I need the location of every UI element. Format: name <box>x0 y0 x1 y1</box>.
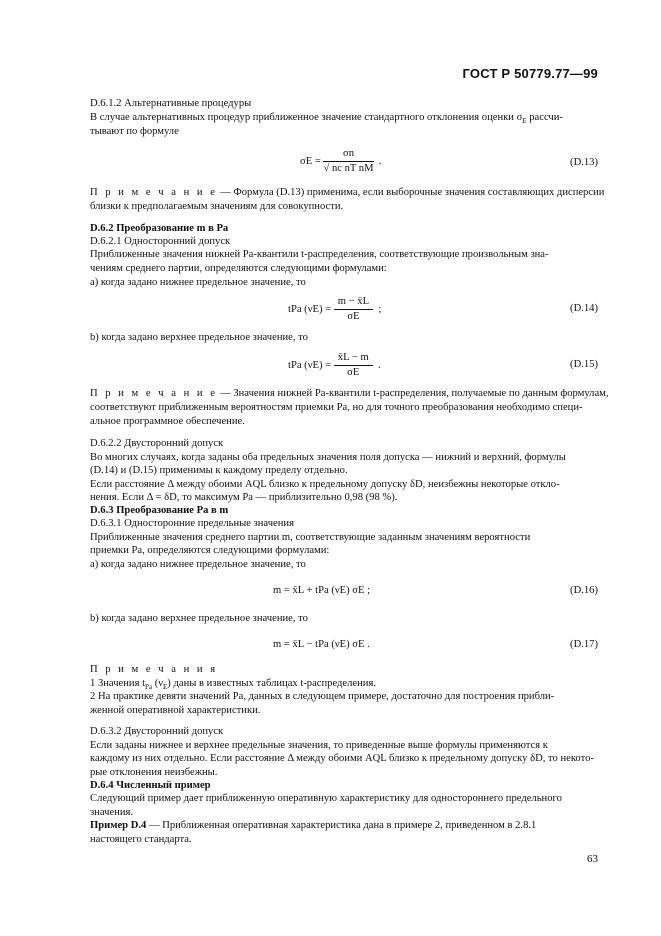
note-line: 2 На практике девяти значений Pa, данных в следующем примере, достаточно для построения прибли- <box>90 691 555 702</box>
subsection-title: D.6.3.1 Односторонние предельные значения <box>90 518 294 529</box>
paragraph-line: а) когда задано нижнее предельное значение, то <box>90 277 306 288</box>
paragraph-line: Если заданы нижнее и верхнее предельные значения, то приведенные выше формулы применяются к <box>90 740 548 751</box>
page-number: 63 <box>587 853 598 865</box>
subsection-title: D.6.2.2 Двусторонний допуск <box>90 438 224 449</box>
paragraph-line: рые отклонения неизбежны. <box>90 767 218 778</box>
paragraph-line: b) когда задано верхнее предельное значение, то <box>90 332 308 343</box>
notes-heading: П р и м е ч а н и я <box>90 664 218 675</box>
paragraph-line: Следующий пример дает приближенную оперативную характеристику для одностороннего предельного <box>90 793 562 804</box>
equation-d17: m = x̄L − tPa (νE) σE . <box>273 639 370 650</box>
paragraph-line: настоящего стандарта. <box>90 834 192 845</box>
note-line: женной оперативной характеристики. <box>90 705 261 716</box>
paragraph-line: нения. Если Δ = δD, то максимум Pa — приблизительно 0,98 (98 %). <box>90 492 398 503</box>
example-line: Пример D.4 — Приближенная оперативная характеристика дана в примере 2, приведенном в 2.8.1 <box>90 820 537 831</box>
document-header: ГОСТ Р 50779.77—99 <box>462 66 598 81</box>
paragraph-line: b) когда задано верхнее предельное значение, то <box>90 613 308 624</box>
paragraph-line: Если расстояние Δ между обоими AQL близко к предельному допуску δD, неизбежны некоторые откло- <box>90 479 560 490</box>
note-line: альное программное обеспечение. <box>90 416 245 427</box>
note-line: близки к предполагаемым значениям для совокупности. <box>90 201 344 212</box>
equation-label: (D.15) <box>570 359 598 370</box>
note-line: 1 Значения $t_{Pa}$ $(\nu_E)$ даны в известных таблицах t-распределения. <box>90 678 376 692</box>
equation-d13: σE = $\frac{\sigma n}{\text{√ nc nT nM}}$ . <box>300 148 382 174</box>
paragraph-line: тывают по формуле <box>90 126 179 137</box>
paragraph-line: приемки Pa, определяются следующими формулами: <box>90 545 330 556</box>
note: П р и м е ч а н и е — Значения нижней Pa-квантили t-распределения, получаемые по данным формулам, <box>90 388 609 399</box>
equation-d15: tPa (νE) = $\frac{x̄L - m}{\sigma E}$ . <box>288 352 381 378</box>
equation-d14: tPa (νE) = $\frac{m - x̄L}{\sigma E}$ ; <box>288 296 382 322</box>
paragraph-line: а) когда задано нижнее предельное значение, то <box>90 559 306 570</box>
paragraph-line: (D.14) и (D.15) применимы к каждому пределу отдельно. <box>90 465 348 476</box>
note-line: соответствуют приближенным вероятностям приемки Pa, но для точного преобразования необходимо специ- <box>90 402 583 413</box>
section-heading: D.6.4 Численный пример <box>90 780 211 791</box>
note: П р и м е ч а н и е — Формула (D.13) применима, если выборочные значения составляющих дисперсии <box>90 187 605 198</box>
equation-label: (D.14) <box>570 303 598 314</box>
paragraph-line: Приближенные значения среднего партии m, соответствующие заданным значениям вероятности <box>90 532 531 543</box>
paragraph-line: каждому из них отдельно. Если расстояние Δ между обоими AQL близко к предельному допуску δD, то некото- <box>90 753 594 764</box>
equation-label: (D.13) <box>570 157 598 168</box>
paragraph-line: чениям среднего партии, определяются следующими формулами: <box>90 263 387 274</box>
paragraph-line: В случае альтернативных процедур приближенное значение стандартного отклонения оценки $\sigma_E$ рассчи- <box>90 112 563 126</box>
section-heading: D.6.3 Преобразование Pa в m <box>90 505 229 516</box>
equation-label: (D.16) <box>570 585 598 596</box>
paragraph-line: Во многих случаях, когда заданы оба предельных значения поля допуска — нижний и верхний, формулы <box>90 452 566 463</box>
equation-d16: m = x̄L + tPa (νE) σE ; <box>273 585 371 596</box>
equation-label: (D.17) <box>570 639 598 650</box>
paragraph-line: Приближенные значения нижней Pa-квантили t-распределения, соответствующие произвольным зна- <box>90 249 549 260</box>
paragraph-line: значения. <box>90 807 134 818</box>
subsection-title: D.6.3.2 Двусторонний допуск <box>90 726 224 737</box>
subsection-title: D.6.2.1 Односторонний допуск <box>90 236 231 247</box>
section-heading: D.6.2 Преобразование m в Pa <box>90 223 229 234</box>
subsection-title: D.6.1.2 Альтернативные процедуры <box>90 98 252 109</box>
